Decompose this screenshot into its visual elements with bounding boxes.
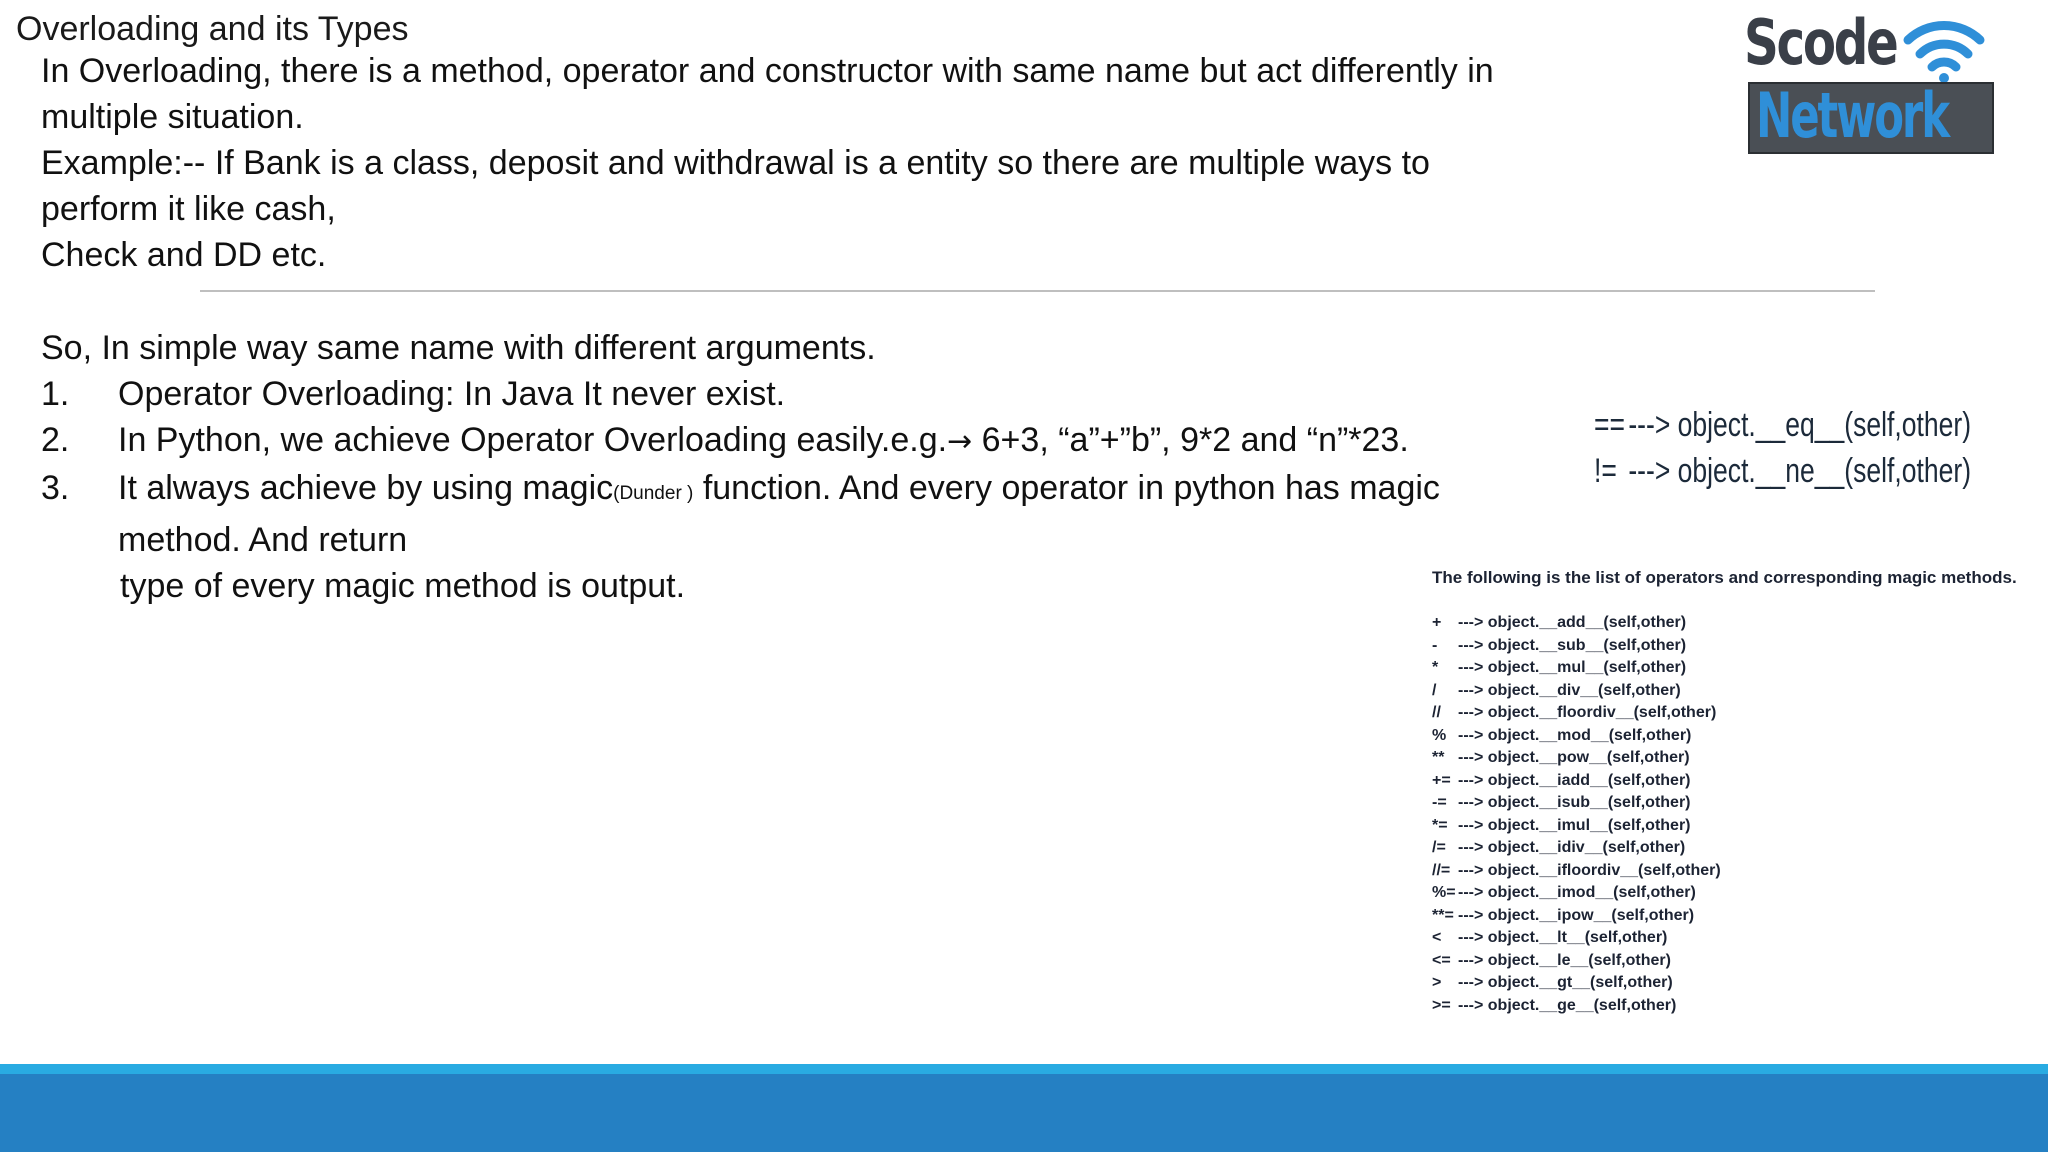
magic-row: [1432, 635, 2012, 658]
magic-row: [1594, 402, 1972, 448]
magic-methods-list-image: [1432, 568, 2017, 1017]
list-continuation: method. And return: [118, 521, 408, 559]
operator: *=: [1432, 816, 1448, 834]
operator: +: [1432, 614, 1442, 631]
magic-method: ---> object.__iadd__(self,other): [1458, 771, 1691, 789]
operator: <: [1432, 929, 1442, 946]
magic-method: ---> object.__div__(self,other): [1458, 681, 1681, 699]
magic-row: [1432, 770, 2012, 793]
operator: %=: [1432, 884, 1456, 901]
body-text: [41, 325, 1541, 609]
magic-row: [1432, 747, 2012, 770]
magic-row: [1432, 995, 2012, 1018]
magic-row: [1432, 927, 2012, 950]
magic-row: [1432, 725, 2012, 748]
list-text: It always achieve by using magic: [118, 469, 614, 507]
wifi-icon: [1902, 14, 1986, 84]
magic-method: ---> object.__imul__(self,other): [1458, 816, 1691, 834]
list-item: [41, 371, 1541, 417]
intro-line: multiple situation.: [41, 98, 304, 136]
divider: [200, 290, 1875, 292]
right-arrow-icon: →: [947, 424, 973, 459]
list-number: 1.: [41, 375, 70, 413]
list-number: 2.: [41, 421, 70, 459]
operator: //: [1432, 704, 1441, 721]
magic-method: ---> object.__isub__(self,other): [1458, 794, 1691, 811]
operator: !=: [1594, 452, 1617, 490]
magic-row: [1432, 680, 2012, 703]
list-text: In Python, we achieve Operator Overloading easily.e.g.: [118, 421, 948, 459]
operator: *: [1432, 659, 1439, 676]
list-text: function. And every operator in python has magic: [693, 469, 1440, 507]
magic-row: [1432, 837, 2012, 860]
magic-method: ---> object.__imod__(self,other): [1458, 884, 1696, 901]
magic-method: ---> object.__sub__(self,other): [1458, 636, 1687, 654]
summary-line: So, In simple way same name with different arguments.: [41, 329, 876, 367]
operator: -=: [1432, 794, 1447, 811]
intro-paragraph: [41, 48, 1601, 278]
magic-method: ---> object.__le__(self,other): [1458, 951, 1671, 969]
magic-method: ---> object.__ge__(self,other): [1458, 996, 1677, 1014]
intro-line: In Overloading, there is a method, operator and constructor with same name but act differently in: [41, 52, 1494, 90]
magic-row: [1594, 448, 1972, 494]
list-continuation: type of every magic method is output.: [120, 567, 686, 605]
magic-method: ---> object.__idiv__(self,other): [1458, 839, 1686, 856]
logo-top-word: Scode: [1744, 6, 1897, 79]
list-text: Operator Overloading: In Java It never exist.: [118, 375, 786, 413]
intro-line: Example:-- If Bank is a class, deposit and withdrawal is a entity so there are multiple ways to: [41, 144, 1430, 182]
list-text: 6+3, “a”+”b”, 9*2 and “n”*23.: [972, 421, 1409, 459]
comparison-magic-methods-image: [1594, 402, 1972, 502]
magic-rows: [1432, 612, 2012, 1017]
intro-line: perform it like cash,: [41, 190, 336, 228]
magic-method: ---> object.__eq__(self,other): [1628, 406, 1972, 444]
magic-row: [1432, 657, 2012, 680]
magic-method: ---> object.__ne__(self,other): [1628, 452, 1972, 490]
magic-list-heading: The following is the list of operators and corresponding magic methods.: [1432, 568, 2017, 587]
logo-bottom-box: [1748, 79, 1994, 154]
magic-row: [1432, 972, 2012, 995]
operator: **=: [1432, 906, 1454, 924]
magic-row: [1432, 905, 2012, 928]
operator: /: [1432, 681, 1437, 699]
magic-row: [1432, 860, 2012, 883]
intro-line: Check and DD etc.: [41, 236, 327, 274]
magic-method: ---> object.__gt__(self,other): [1458, 974, 1673, 991]
magic-method: ---> object.__lt__(self,other): [1458, 929, 1668, 946]
magic-method: ---> object.__floordiv__(self,other): [1458, 704, 1717, 721]
logo-bottom-word: Network: [1756, 79, 1948, 152]
magic-row: [1432, 950, 2012, 973]
logo: [1744, 6, 1994, 152]
magic-method: ---> object.__ifloordiv__(self,other): [1458, 861, 1721, 879]
operator: ==: [1594, 406, 1625, 444]
operator: //=: [1432, 861, 1451, 879]
magic-row: [1432, 815, 2012, 838]
magic-method: ---> object.__mod__(self,other): [1458, 726, 1692, 744]
operator: **: [1432, 749, 1445, 766]
operator: <=: [1432, 951, 1451, 969]
magic-row: [1432, 882, 2012, 905]
operator: >: [1432, 974, 1442, 991]
operator: >=: [1432, 996, 1451, 1014]
operator: %: [1432, 726, 1447, 744]
footer-bar: [0, 1074, 2048, 1152]
footer-accent-bar: [0, 1064, 2048, 1074]
list-number: 3.: [41, 469, 70, 507]
magic-row: [1432, 612, 2012, 635]
magic-method: ---> object.__mul__(self,other): [1458, 659, 1687, 676]
operator: +=: [1432, 771, 1451, 789]
magic-row: [1432, 702, 2012, 725]
operator: -: [1432, 636, 1438, 654]
list-item: [41, 417, 1541, 465]
dunder-note: (Dunder ): [613, 483, 694, 504]
list-item: [41, 465, 1541, 517]
magic-method: ---> object.__pow__(self,other): [1458, 749, 1690, 766]
slide-title: Overloading and its Types: [16, 10, 409, 48]
magic-method: ---> object.__add__(self,other): [1458, 614, 1687, 631]
operator: /=: [1432, 839, 1446, 856]
magic-method: ---> object.__ipow__(self,other): [1458, 906, 1695, 924]
magic-row: [1432, 792, 2012, 815]
